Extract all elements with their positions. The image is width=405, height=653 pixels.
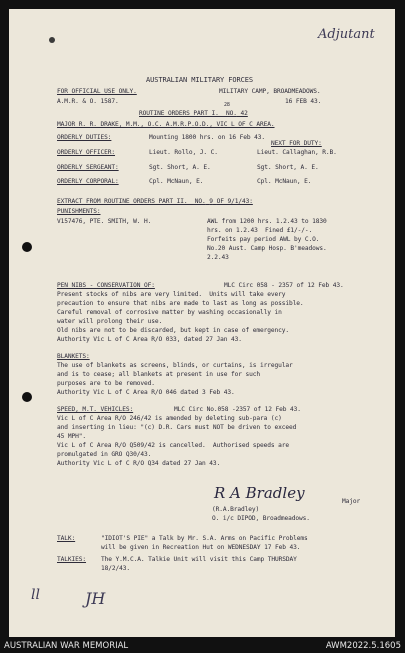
talk-line: will be given in Recreation Hut on WEDNESDAY 17 Feb 43. [101,544,301,551]
orderly-sergeant-next: Sgt. Short, A. E. [257,164,319,171]
punishment-line: No.20 Aust. Camp Hosp. B'meadows. [207,245,327,252]
punishment-line: AWL from 1200 hrs. 1.2.43 to 1830 [207,218,327,225]
order-date: 16 FEB 43. [285,98,322,105]
footer-bar [0,640,405,653]
pen-nibs-reference: MLC Circ 058 - 2357 of 12 Feb 43. [224,282,344,289]
talkies-label: TALKIES: [57,556,87,563]
orderly-sergeant-value: Sgt. Short, A. E. [149,164,211,171]
signature: R A Bradley [214,484,305,502]
handwritten-initials-right: JH [85,589,106,608]
blankets-line: and is to cease; all blankets at present in use for such [57,371,261,378]
extract-title: EXTRACT FROM ROUTINE ORDERS PART II. NO. 9 OF 9/1/43: [57,198,253,205]
orderly-officer-next: Lieut. Callaghan, R.B. [257,149,337,156]
document-title: AUSTRALIAN MILITARY FORCES [146,76,253,84]
punch-hole [22,392,32,402]
routine-orders-title: ROUTINE ORDERS PART I. NO. 42 [139,110,248,117]
blankets-line: purposes are to be removed. [57,380,155,387]
footer-credit: AUSTRALIAN WAR MEMORIAL [4,641,129,651]
talkies-line: The Y.M.C.A. Talkie Unit will visit this Camp THURSDAY [101,556,297,563]
speed-title: SPEED, M.T. VEHICLES: [57,406,134,413]
punch-hole [22,242,32,252]
speed-line: Authority Vic L of C R/O Q34 dated 27 Jan 43. [57,460,221,467]
orderly-duties-value: Mounting 1800 hrs. on 16 Feb 43. [149,134,266,141]
talk-label: TALK: [57,535,76,542]
official-use-label: FOR OFFICIAL USE ONLY. [57,88,137,95]
commander-line: MAJOR R. R. DRAKE, M.M., O.C. A.M.R.P.O.D., VIC L OF C AREA. [57,121,275,128]
speed-reference: MLC Circ No.058 -2357 of 12 Feb 43. [174,406,301,413]
talkies-line: 18/2/43. [101,565,131,572]
footer-accession-number: AWM2022.5.1605 [325,641,401,651]
speed-line: Vic L of C Area R/O Q509/42 is cancelled. Authorised speeds are [57,442,290,449]
speed-line: 45 MPH". [57,433,87,440]
orderly-sergeant-label: ORDERLY SERGEANT: [57,164,119,171]
blankets-line: The use of blankets as screens, blinds, or curtains, is irregular [57,362,293,369]
signoff-name: (R.A.Bradley) [212,506,260,513]
pen-nibs-line: precaution to ensure that nibs are made to last as long as possible. [57,300,304,307]
blankets-title: BLANKETS: [57,353,90,360]
punishment-line: hrs. on 1.2.43 Fined £1/-/-. [207,227,313,234]
orderly-officer-value: Lieut. Rollo, J. C. [149,149,218,156]
orderly-duties-label: ORDERLY DUTIES: [57,134,112,141]
punishment-line: 2.2.43 [207,254,229,261]
speed-line: promulgated in GRO Q30/43. [57,451,152,458]
pen-nibs-line: Present stocks of nibs are very limited. Units will take every [57,291,286,298]
routine-order-number: 42 [240,110,248,117]
speed-line: Vic L of C Area R/O 246/42 is amended by deleting sub-para (c) [57,415,282,422]
signoff-rank: Major [342,498,361,505]
punishment-line: Forfeits pay period AWL by C.O. [207,236,320,243]
handwritten-adjutant: Adjutant [318,27,375,42]
punishments-label: PUNISHMENTS: [57,208,101,215]
handwritten-initials-left: ll [31,587,40,603]
pen-nibs-line: water will prolong their use. [57,318,163,325]
pen-nibs-line: Old nibs are not to be discarded, but kept in case of emergency. [57,327,290,334]
punished-soldier: V157476, PTE. SMITH, W. H. [57,218,152,225]
camp-name: MILITARY CAMP, BROADMEADOWS. [219,88,321,95]
pen-nibs-line: Authority Vic L of C Area R/O 033, dated 27 Jan 43. [57,336,242,343]
blankets-line: Authority Vic L of C Area R/O 046 dated 3 Feb 43. [57,389,235,396]
speed-line: and inserting in lieu: "(c) D.R. Cars must NOT be driven to exceed [57,424,297,431]
document-page [9,9,395,637]
pen-nibs-title: PEN NIBS - CONSERVATION OF: [57,282,155,289]
pen-nibs-line: Careful removal of corrosive matter by washing occasionally in [57,309,282,316]
signoff-appointment: O. i/c DIPOD, Broadmeadows. [212,515,310,522]
routine-order-stamp: 28 [224,102,230,108]
staple-mark [49,37,55,43]
orderly-corporal-label: ORDERLY CORPORAL: [57,178,119,185]
amr-reference: A.M.R. & O. 1587. [57,98,119,105]
orderly-corporal-next: Cpl. McNaun, E. [257,178,312,185]
orderly-officer-label: ORDERLY OFFICER: [57,149,116,156]
orderly-corporal-value: Cpl. McNaun, E. [149,178,204,185]
next-for-duty-label: NEXT FOR DUTY: [271,140,322,147]
talk-line: "IDIOT'S PIE" a Talk by Mr. S.A. Arms on Pacific Problems [101,535,308,542]
